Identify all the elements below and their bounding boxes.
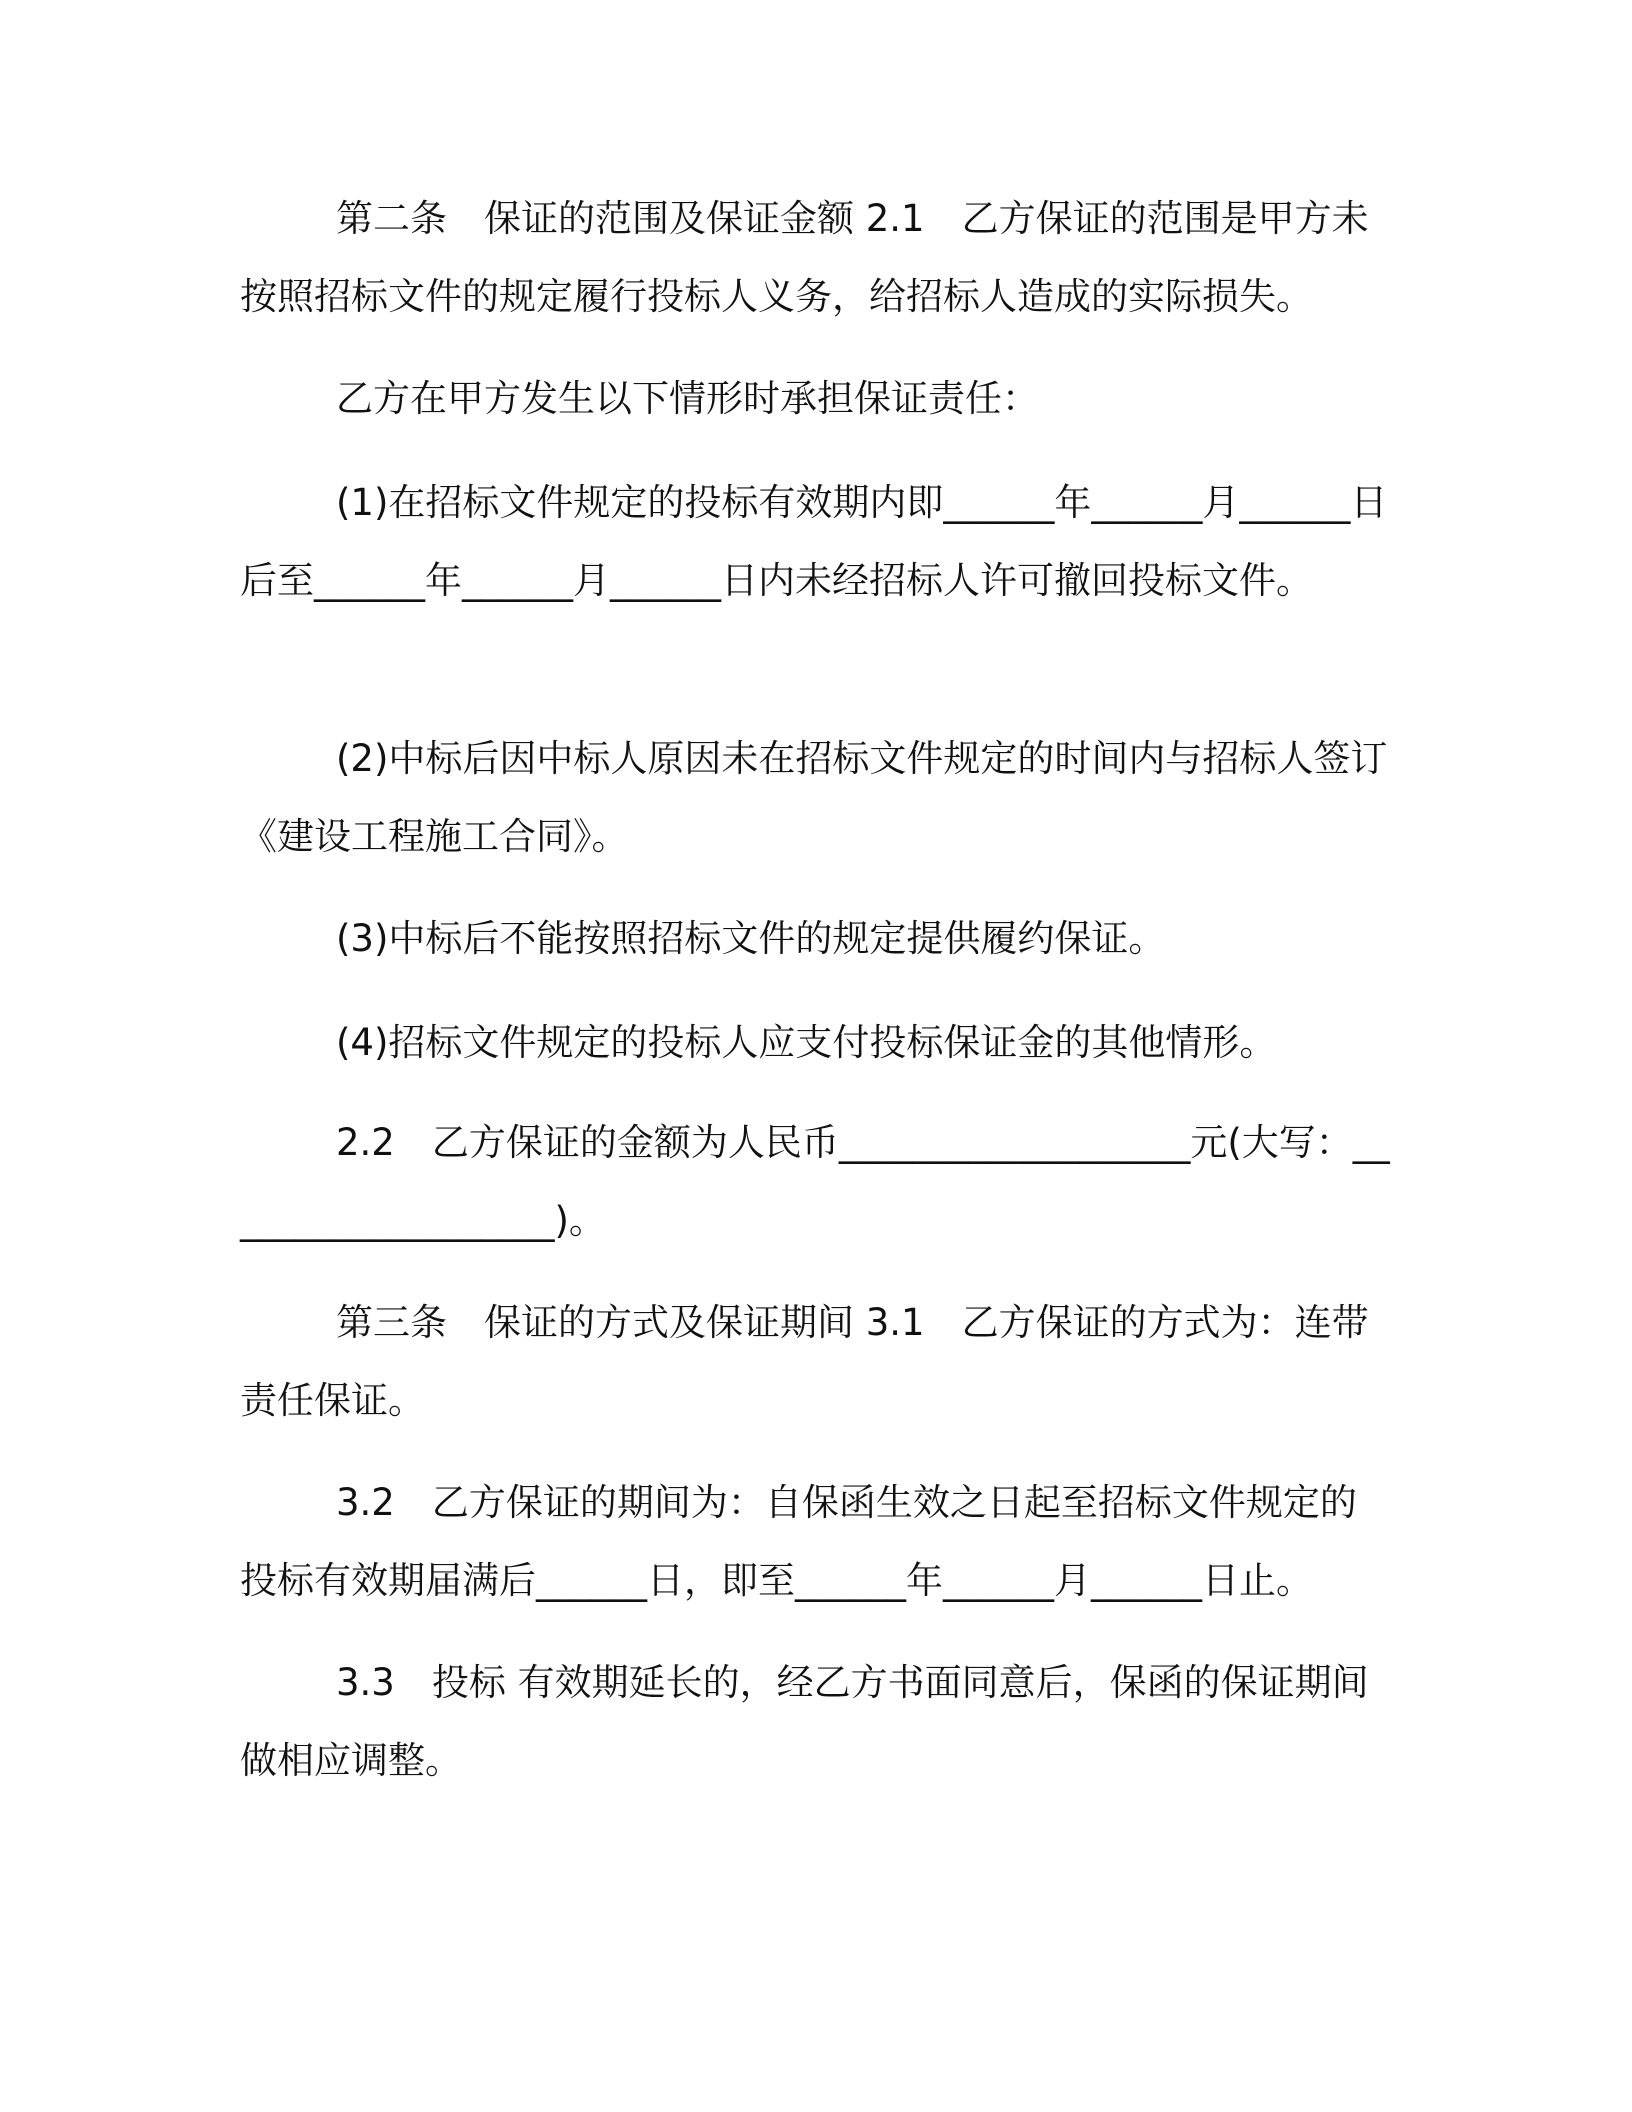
paragraph-guarantee-amount: 2.2 乙方保证的金额为人民币___________________元(大写：___________________)。 (240, 1121, 1390, 1242)
paragraph-condition-1: (1)在招标文件规定的投标有效期内即______年______月______日后至______年______月______日内未经招标人许可撤回投标文件。 (240, 481, 1388, 602)
paragraph-article-2-scope: 第二条 保证的范围及保证金额 2.1 乙方保证的范围是甲方未按照招标文件的规定履行投标人义务，给招标人造成的实际损失。 (240, 197, 1369, 318)
paragraph-condition-4: (4)招标文件规定的投标人应支付投标保证金的其他情形。 (336, 1021, 1277, 1064)
paragraph-condition-3: (3)中标后不能按照招标文件的规定提供履约保证。 (336, 917, 1166, 960)
paragraph-guarantee-conditions: 乙方在甲方发生以下情形时承担保证责任： (336, 377, 1039, 420)
paragraph-condition-2: (2)中标后因中标人原因未在招标文件规定的时间内与招标人签订《建设工程施工合同》。 (240, 737, 1388, 858)
paragraph-article-3-method: 第三条 保证的方式及保证期间 3.1 乙方保证的方式为：连带责任保证。 (240, 1301, 1369, 1422)
paragraph-guarantee-period: 3.2 乙方保证的期间为：自保函生效之日起至招标文件规定的投标有效期届满后______日，即至______年______月______日止。 (240, 1481, 1357, 1602)
paragraph-validity-extension: 3.3 投标 有效期延长的，经乙方书面同意后，保函的保证期间做相应调整。 (240, 1661, 1369, 1782)
